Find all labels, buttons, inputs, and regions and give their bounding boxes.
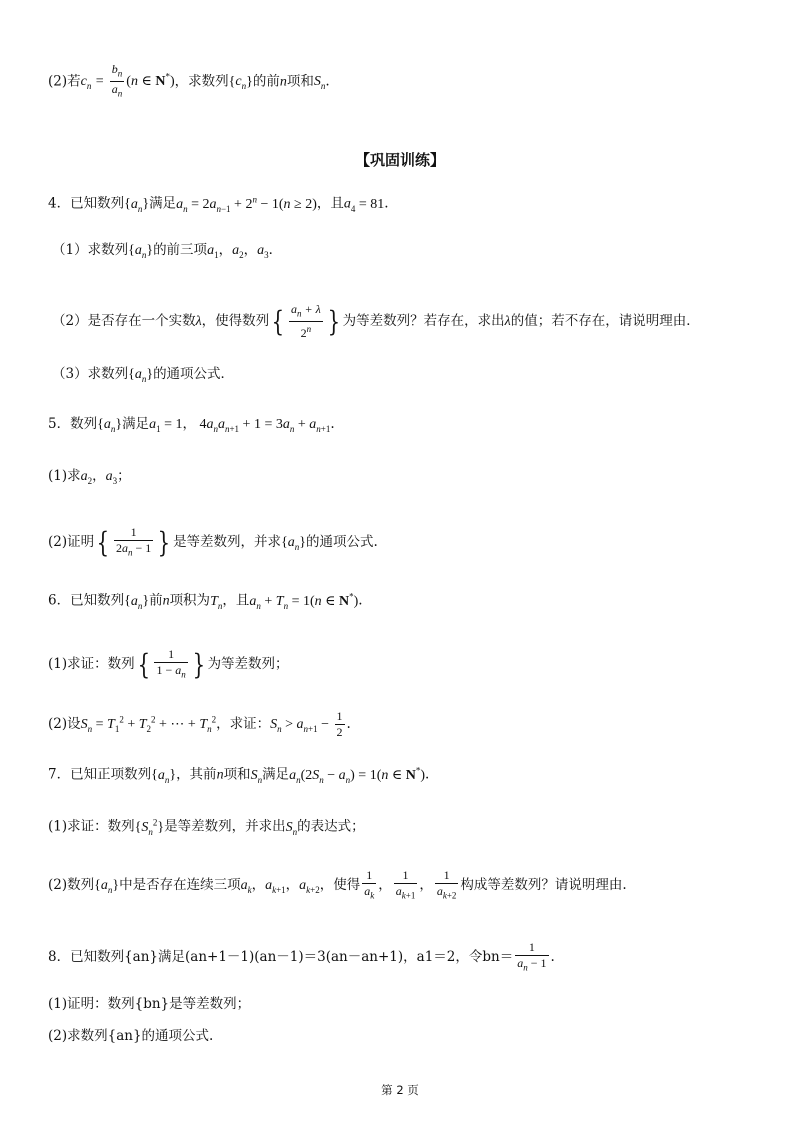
q6-stem: 6．已知数列$\{a_n\}$前n项积为$T_n$，且$a_n + T_n = 1(n$ ∈ N*). — [48, 591, 363, 611]
section-heading: 【巩固训练】 — [354, 151, 445, 169]
q6-part1: (1)求证：数列{ $\frac{1}{1 - a_n}$ } 为等差数列； — [48, 647, 289, 681]
q4-stem: 4．已知数列$\{a_n\}$满足$a_n = 2a_{n-1} + 2^n - 1(n \ge 2)$，且$a_4 = 81$. — [48, 194, 389, 214]
q3-part2: (2)若$c_n$ = $\frac{b_n}{a_n}$ (n ∈ N*)，求数列$\{c_n\}$的前n项和$S_n$. — [48, 62, 330, 99]
q4-part3: （3）求数列$\{a_n\}$的通项公式． — [52, 366, 235, 384]
q8-part2: (2)求数列{an}的通项公式. — [48, 1028, 214, 1044]
q7-part2: (2)数列$\{a_n\}$中是否存在连续三项$a_k$，$a_{k+1}$，$a_{k+2}$，使得 $\frac{1}{a_k}$ ， $\frac{1}{a_{k+1}}$ ， $\frac{1}{a_{k+2}}$ 构成等差数列？请说明理由. — [48, 868, 627, 901]
q5-stem: 5．数列$\{a_n\}$满足$a_1 = 1$， $4a_na_{n+1} + 1 = 3a_n + a_{n+1}$. — [48, 416, 335, 434]
q3-part2-prefix: (2)若 — [48, 73, 81, 90]
q8-stem: 8．已知数列{an}满足(an+1－1)(an－1)＝3(an－an+1)，a1＝2，令bn＝ $\frac{1}{a_n - 1}$ . — [48, 940, 555, 973]
q7-part1: (1)求证：数列$\{S_n^2\}$是等差数列，并求出$S_n$的表达式； — [48, 817, 365, 837]
q5-part2: (2)证明{ $\frac{1}{2a_n - 1}$ } 是等差数列，并求$\{a_n\}$的通项公式. — [48, 525, 378, 559]
q5-part1: (1)求$a_2$，$a_3$； — [48, 468, 131, 486]
q6-part2: (2)设$S_n = T_1^2 + T_2^2$ + ⋯ + $T_n^2$，求证：$S_n > a_{n+1}$ − $\frac{1}{2}$ . — [48, 709, 351, 739]
page-number: 第 2 页 — [381, 1083, 419, 1097]
q4-part2: （2）是否存在一个实数λ，使得数列{ $\frac{a_n + \lambda}{2^n}$ } 为等差数列？若存在，求出λ的值；若不存在，请说明理由． — [52, 302, 700, 341]
q4-part1: （1）求数列$\{a_n\}$的前三项$a_1$，$a_2$，$a_3$． — [52, 242, 283, 260]
q8-part1: (1)证明：数列{bn}是等差数列； — [48, 996, 251, 1012]
q7-stem: 7．已知正项数列$\{a_n\}$，其前n项和$S_n$满足$a_n(2S_n - a_n) = 1(n$ ∈ N*). — [48, 765, 430, 785]
